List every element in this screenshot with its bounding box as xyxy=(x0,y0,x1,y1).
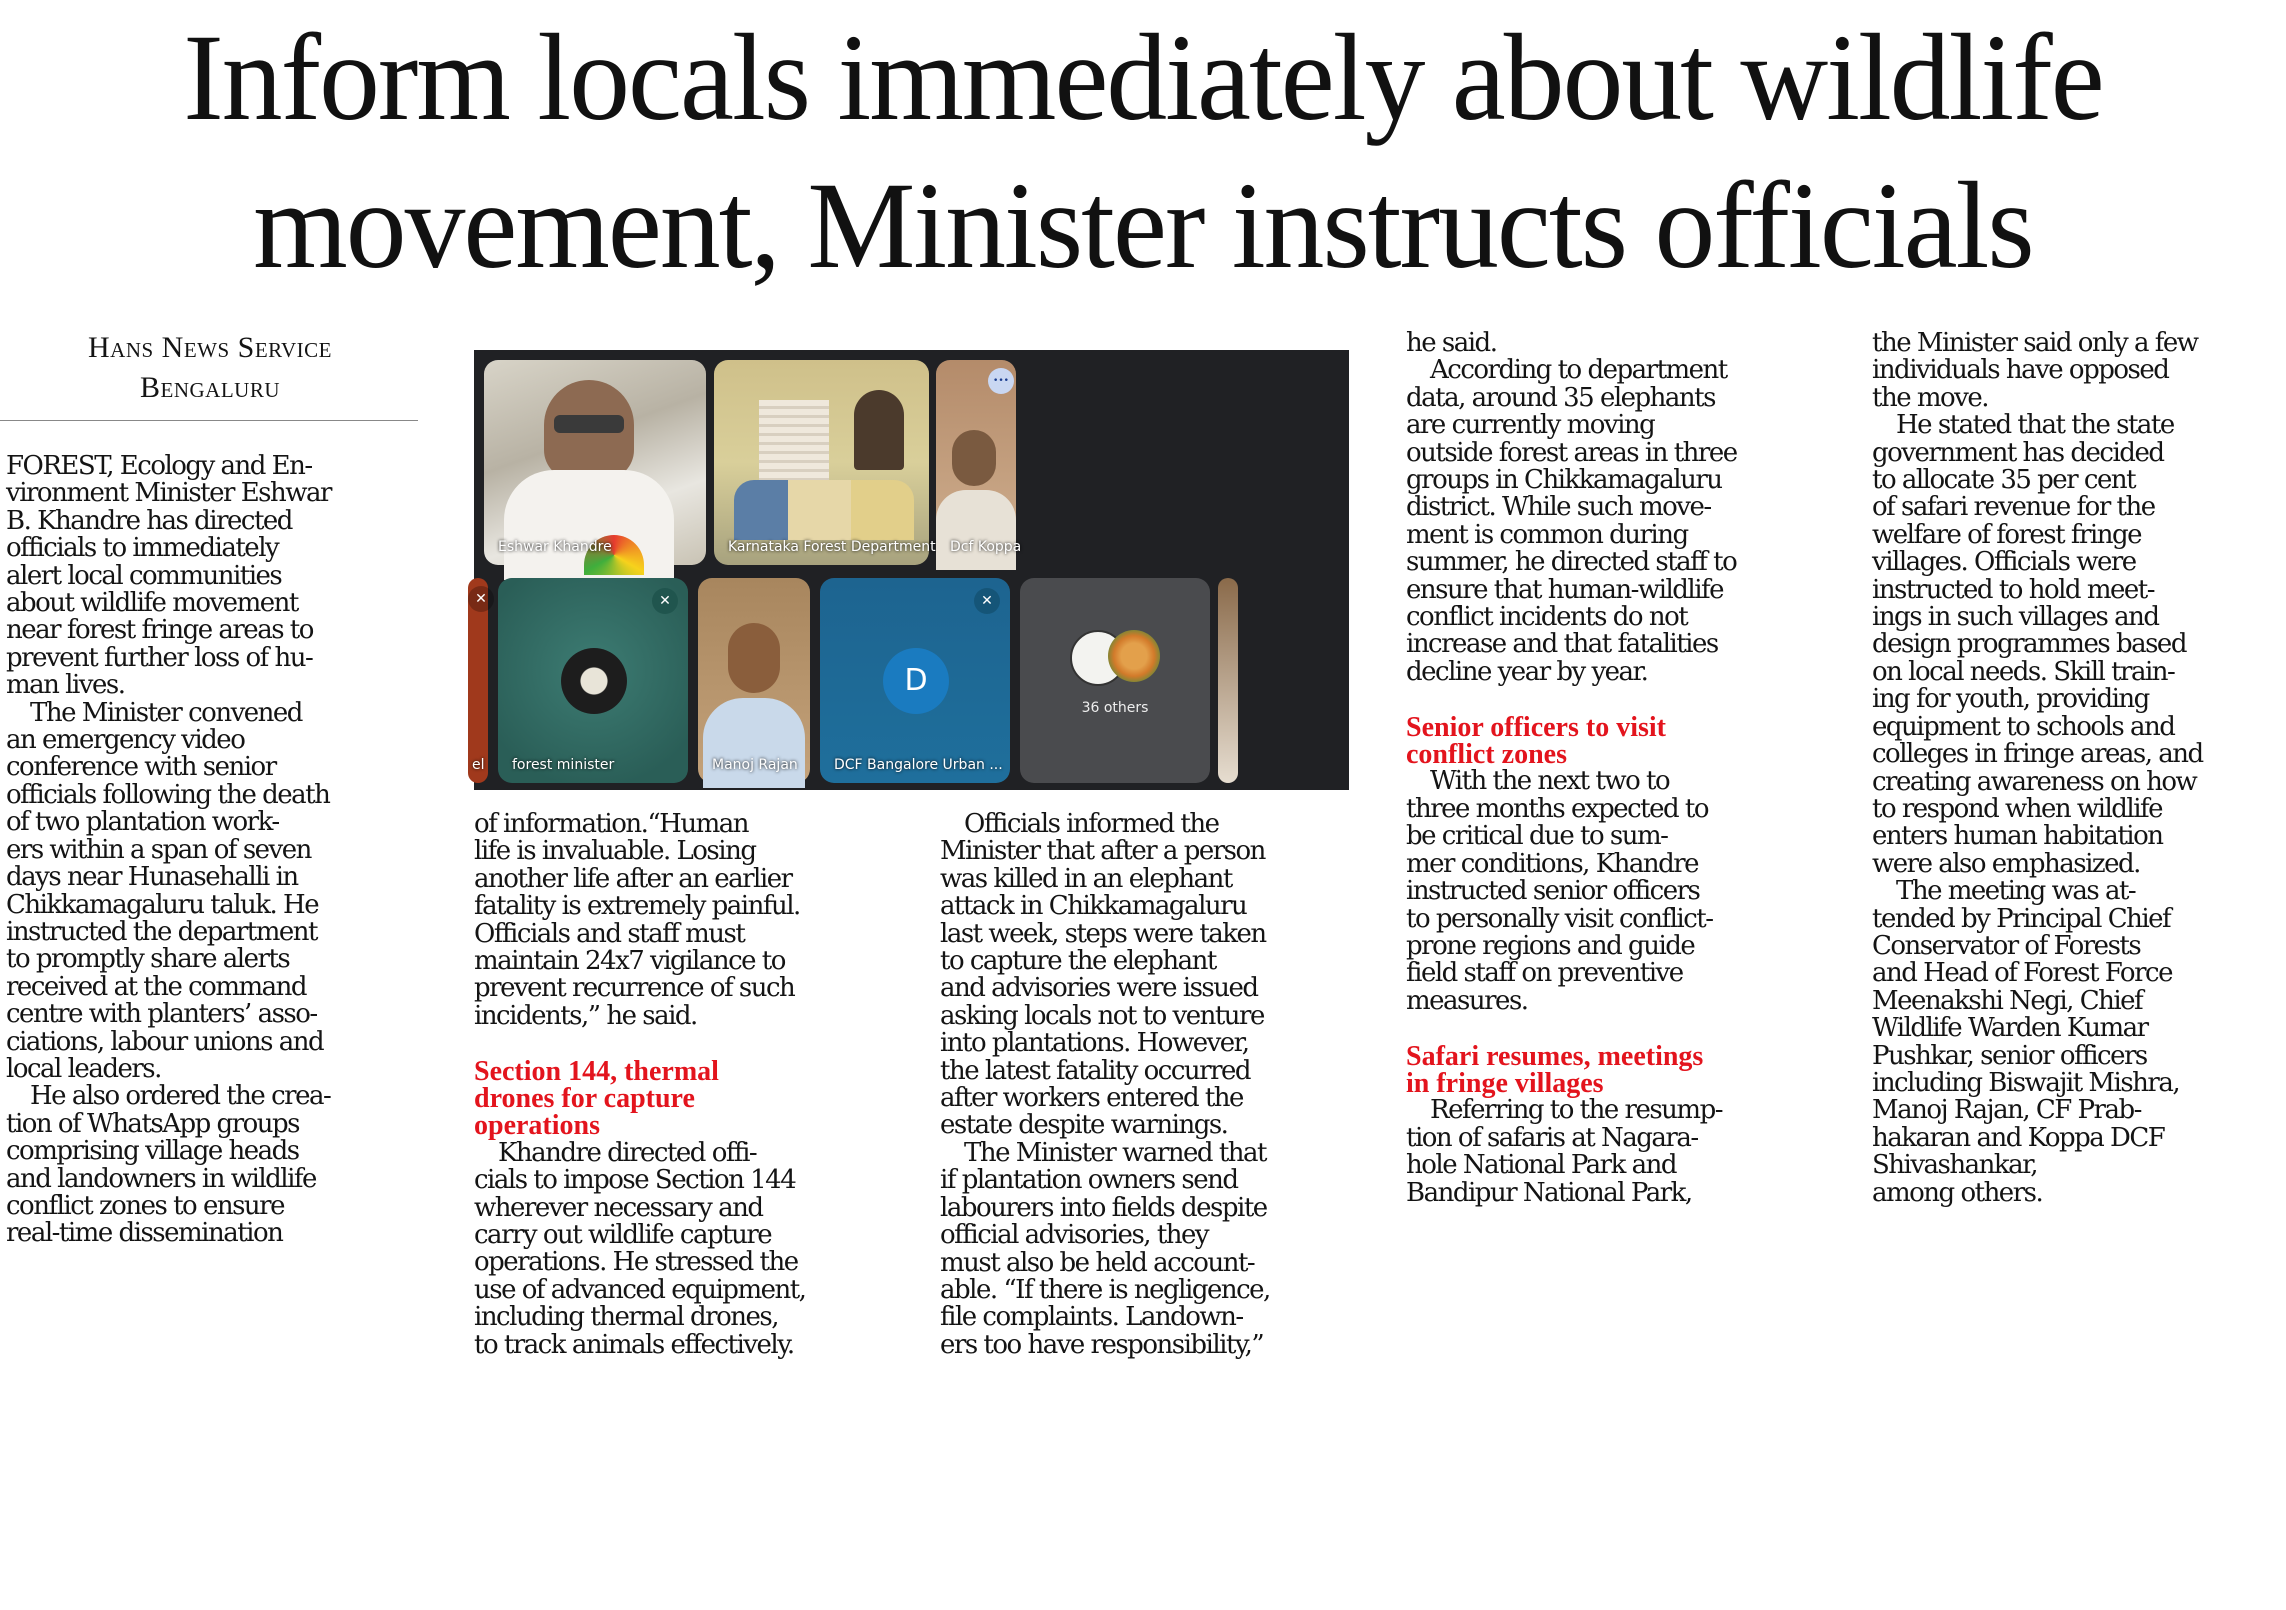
video-conference-photo xyxy=(474,350,1349,790)
body-text-line: official advisories, they xyxy=(940,1220,1209,1251)
article-column-4 xyxy=(1406,330,1737,1207)
more-options-icon[interactable]: ••• xyxy=(988,368,1014,394)
body-text-line: creating awareness on how xyxy=(1872,766,2197,797)
body-text-line: Pushkar, senior officers xyxy=(1872,1040,2147,1071)
body-text-line: The Minister warned that xyxy=(964,1137,1266,1168)
byline xyxy=(0,328,420,408)
body-text-line: ers within a span of seven xyxy=(6,834,311,865)
body-text-line: ing for youth, providing xyxy=(1872,684,2149,715)
body-text-line: cials to impose Section 144 xyxy=(474,1165,796,1196)
body-text-line: Chikkamagaluru taluk. He xyxy=(6,889,319,920)
participant-tile-partial xyxy=(468,578,488,783)
body-text-line: maintain 24x7 vigilance to xyxy=(474,946,785,977)
body-text-line: incidents,” he said. xyxy=(474,1000,697,1031)
article-column-5 xyxy=(1872,330,2203,1207)
body-text-line: be critical due to sum- xyxy=(1406,821,1668,852)
body-text-line: days near Hunasehalli in xyxy=(6,862,298,893)
body-text-line: were also emphasized. xyxy=(1872,848,2140,879)
byline-service: Hans News Service xyxy=(88,331,332,364)
participant-tile-dcf-bangalore-urban xyxy=(820,578,1010,783)
headline-line-2: movement, Minister instructs officials xyxy=(253,157,2033,294)
body-text-line: Meenakshi Negi, Chief xyxy=(1872,985,2143,1016)
body-text-line: and landowners in wildlife xyxy=(6,1163,316,1194)
body-text-line: instructed to hold meet- xyxy=(1872,574,2154,605)
body-text-line: including thermal drones, xyxy=(474,1302,779,1333)
participant-name-partial: el xyxy=(472,757,485,773)
participant-face-koppa xyxy=(952,430,996,486)
body-text-line: field staff on preventive xyxy=(1406,958,1683,989)
body-text-line: near forest fringe areas to xyxy=(6,615,313,646)
body-text-line: including Biswajit Mishra, xyxy=(1872,1067,2180,1098)
body-text-line: He also ordered the crea- xyxy=(30,1081,331,1112)
body-text-line: attack in Chikkamagaluru xyxy=(940,891,1247,922)
body-text-line: officials following the death xyxy=(6,779,330,810)
body-text-line: ensure that human-wildlife xyxy=(1406,574,1724,605)
body-text-line: life is invaluable. Losing xyxy=(474,836,756,867)
article-column-2 xyxy=(474,811,805,1359)
body-text-line: estate despite warnings. xyxy=(940,1110,1228,1141)
body-text-line: use of advanced equipment, xyxy=(474,1274,806,1305)
body-text-line: Bandipur National Park, xyxy=(1406,1177,1692,1208)
body-text-line: increase and that fatalities xyxy=(1406,629,1718,660)
body-text-line: villages. Officials were xyxy=(1872,547,2136,578)
body-text-line: centre with planters’ asso- xyxy=(6,999,317,1030)
body-text-line: are currently moving xyxy=(1406,410,1655,441)
body-text-line: vironment Minister Eshwar xyxy=(6,478,331,509)
body-text-line: instructed senior officers xyxy=(1406,876,1700,907)
participant-name-eshwar: Eshwar Khandre xyxy=(498,539,612,555)
body-text-line: individuals have opposed xyxy=(1872,355,2169,386)
body-text-line: prone regions and guide xyxy=(1406,930,1695,961)
others-count: 36 others xyxy=(1081,700,1149,716)
body-text-line: measures. xyxy=(1406,985,1528,1016)
body-text-line: alert local communities xyxy=(6,560,282,591)
body-text-line: Minister that after a person xyxy=(940,836,1265,867)
body-text-line: he said. xyxy=(1406,328,1497,358)
body-text-line: to capture the elephant xyxy=(940,946,1216,977)
body-text-line: and advisories were issued xyxy=(940,973,1258,1004)
headline-line-1: Inform locals immediately about wildlife xyxy=(183,9,2103,146)
participant-body-manoj xyxy=(703,698,805,788)
participant-tile-forest-minister xyxy=(498,578,688,783)
body-text-line: if plantation owners send xyxy=(940,1165,1238,1196)
body-text-line: hakaran and Koppa DCF xyxy=(1872,1122,2165,1153)
section-subhead: Senior officers to visit xyxy=(1406,711,1666,743)
body-text-line: Manoj Rajan, CF Prab- xyxy=(1872,1095,2141,1126)
body-text-line: FOREST, Ecology and En- xyxy=(6,451,312,481)
body-text-line: of two plantation work- xyxy=(6,807,279,838)
body-text-line: summer, he directed staff to xyxy=(1406,547,1737,578)
body-text-line: Wildlife Warden Kumar xyxy=(1872,1013,2148,1044)
body-text-line: colleges in fringe areas, and xyxy=(1872,739,2203,770)
body-text-line: of information.“Human xyxy=(474,809,748,839)
participant-name-kfd: Karnataka Forest Department xyxy=(728,539,936,555)
section-subhead: conflict zones xyxy=(1406,739,1567,771)
body-text-line: fatality is extremely painful. xyxy=(474,891,800,922)
body-text-line: ers too have responsibility,” xyxy=(940,1329,1264,1360)
body-text-line: operations. He stressed the xyxy=(474,1247,798,1278)
body-text-line: prevent recurrence of such xyxy=(474,973,795,1004)
participant-tile-eshwar-khandre xyxy=(484,360,706,565)
body-text-line: among others. xyxy=(1872,1177,2043,1208)
sunglasses xyxy=(554,415,624,433)
participant-body-koppa xyxy=(936,490,1016,570)
body-text-line: Referring to the resump- xyxy=(1430,1095,1722,1126)
body-text-line: district. While such move- xyxy=(1406,492,1711,523)
section-subhead: drones for capture xyxy=(474,1083,695,1115)
body-text-line: three months expected to xyxy=(1406,793,1708,824)
body-text-line: labourers into fields despite xyxy=(940,1192,1267,1223)
body-text-line: the Minister said only a few xyxy=(1872,328,2198,358)
body-text-line: tion of WhatsApp groups xyxy=(6,1108,300,1139)
body-text-line: wherever necessary and xyxy=(474,1192,763,1223)
participant-name-forest-minister: forest minister xyxy=(512,757,615,773)
byline-divider xyxy=(0,420,418,421)
participant-avatar-d: D xyxy=(883,648,949,714)
body-text-line: He stated that the state xyxy=(1896,410,2174,441)
participant-tile-partial-right xyxy=(1218,578,1238,783)
window-blinds xyxy=(759,400,829,490)
body-text-line: ciations, labour unions and xyxy=(6,1026,324,1057)
body-text-line: received at the command xyxy=(6,971,307,1002)
body-text-line: was killed in an elephant xyxy=(940,863,1232,894)
participant-tile-dcf-koppa xyxy=(936,360,1022,565)
body-text-line: outside forest areas in three xyxy=(1406,437,1737,468)
body-text-line: prevent further loss of hu- xyxy=(6,642,313,673)
body-text-line: after workers entered the xyxy=(940,1083,1243,1114)
body-text-line: decline year by year. xyxy=(1406,656,1648,687)
body-text-line: conflict incidents do not xyxy=(1406,602,1688,633)
body-text-line: design programmes based xyxy=(1872,629,2186,660)
body-text-line: officials to immediately xyxy=(6,533,279,564)
section-subhead: Section 144, thermal xyxy=(474,1055,719,1087)
section-subhead: Safari resumes, meetings xyxy=(1406,1040,1704,1072)
body-text-line: about wildlife movement xyxy=(6,588,298,619)
body-text-line: Khandre directed offi- xyxy=(498,1137,757,1168)
body-text-line: enters human habitation xyxy=(1872,821,2163,852)
body-text-line: conference with senior xyxy=(6,752,276,783)
body-text-line: welfare of forest fringe xyxy=(1872,519,2141,550)
body-text-line: and Head of Forest Force xyxy=(1872,958,2172,989)
participant-tile-manoj-rajan xyxy=(698,578,810,783)
officials-seated xyxy=(734,480,914,540)
article-column-1 xyxy=(6,453,331,1248)
body-text-line: According to department xyxy=(1430,355,1727,386)
body-text-line: of safari revenue for the xyxy=(1872,492,2155,523)
mic-muted-icon: ✕ xyxy=(652,588,678,614)
body-text-line: able. “If there is negligence, xyxy=(940,1274,1270,1305)
body-text-line: ings in such villages and xyxy=(1872,602,2159,633)
body-text-line: The Minister convened xyxy=(30,697,302,728)
body-text-line: another life after an earlier xyxy=(474,863,792,894)
body-text-line: must also be held account- xyxy=(940,1247,1255,1278)
byline-place: Bengaluru xyxy=(140,371,280,404)
body-text-line: groups in Chikkamagaluru xyxy=(1406,465,1722,496)
body-text-line: Shivashankar, xyxy=(1872,1150,2037,1181)
body-text-line: to promptly share alerts xyxy=(6,944,290,975)
body-text-line: the latest fatality occurred xyxy=(940,1055,1251,1086)
body-text-line: tended by Principal Chief xyxy=(1872,903,2171,934)
body-text-line: B. Khandre has directed xyxy=(6,505,292,536)
body-text-line: to respond when wildlife xyxy=(1872,793,2163,824)
mic-muted-icon: ✕ xyxy=(974,588,1000,614)
body-text-line: instructed the department xyxy=(6,916,317,947)
others-tile[interactable] xyxy=(1020,578,1210,783)
body-text-line: Officials informed the xyxy=(964,809,1219,839)
forest-department-logo-icon xyxy=(561,648,627,714)
body-text-line: ment is common during xyxy=(1406,519,1688,550)
body-text-line: mer conditions, Khandre xyxy=(1406,848,1699,879)
body-text-line: the move. xyxy=(1872,382,1988,413)
headline xyxy=(0,0,2286,320)
body-text-line: government has decided xyxy=(1872,437,2164,468)
body-text-line: With the next two to xyxy=(1430,766,1670,797)
body-text-line: on local needs. Skill train- xyxy=(1872,656,2175,687)
body-text-line: Officials and staff must xyxy=(474,918,745,949)
body-text-line: to track animals effectively. xyxy=(474,1329,794,1360)
section-subhead: in fringe villages xyxy=(1406,1067,1604,1099)
body-text-line: equipment to schools and xyxy=(1872,711,2175,742)
article-column-3 xyxy=(940,811,1270,1359)
body-text-line: comprising village heads xyxy=(6,1136,299,1167)
section-subhead: operations xyxy=(474,1110,600,1142)
body-text-line: man lives. xyxy=(6,670,125,701)
body-text-line: local leaders. xyxy=(6,1053,161,1084)
body-text-line: conflict zones to ensure xyxy=(6,1190,284,1221)
participant-face-manoj xyxy=(728,623,780,693)
participant-tile-karnataka-forest-department xyxy=(714,360,936,565)
emblem xyxy=(854,390,904,470)
body-text-line: into plantations. However, xyxy=(940,1028,1249,1059)
body-text-line: to personally visit conflict- xyxy=(1406,903,1713,934)
body-text-line: The meeting was at- xyxy=(1896,876,2136,907)
body-text-line: data, around 35 elephants xyxy=(1406,382,1715,413)
participant-name-manoj: Manoj Rajan xyxy=(712,757,798,773)
body-text-line: an emergency video xyxy=(6,725,245,756)
body-text-line: tion of safaris at Nagara- xyxy=(1406,1122,1698,1153)
mic-muted-icon: ✕ xyxy=(468,586,494,612)
body-text-line: file complaints. Landown- xyxy=(940,1302,1243,1333)
tiger-avatar xyxy=(1108,630,1160,682)
body-text-line: Conservator of Forests xyxy=(1872,930,2141,961)
body-text-line: to allocate 35 per cent xyxy=(1872,465,2136,496)
body-text-line: real-time dissemination xyxy=(6,1218,283,1249)
body-text-line: asking locals not to venture xyxy=(940,1000,1264,1031)
body-text-line: hole National Park and xyxy=(1406,1150,1677,1181)
body-text-line: carry out wildlife capture xyxy=(474,1220,772,1251)
participant-name-dcf-blr: DCF Bangalore Urban ... xyxy=(834,757,1003,773)
participant-name-koppa: Dcf Koppa xyxy=(950,539,1022,555)
body-text-line: last week, steps were taken xyxy=(940,918,1266,949)
